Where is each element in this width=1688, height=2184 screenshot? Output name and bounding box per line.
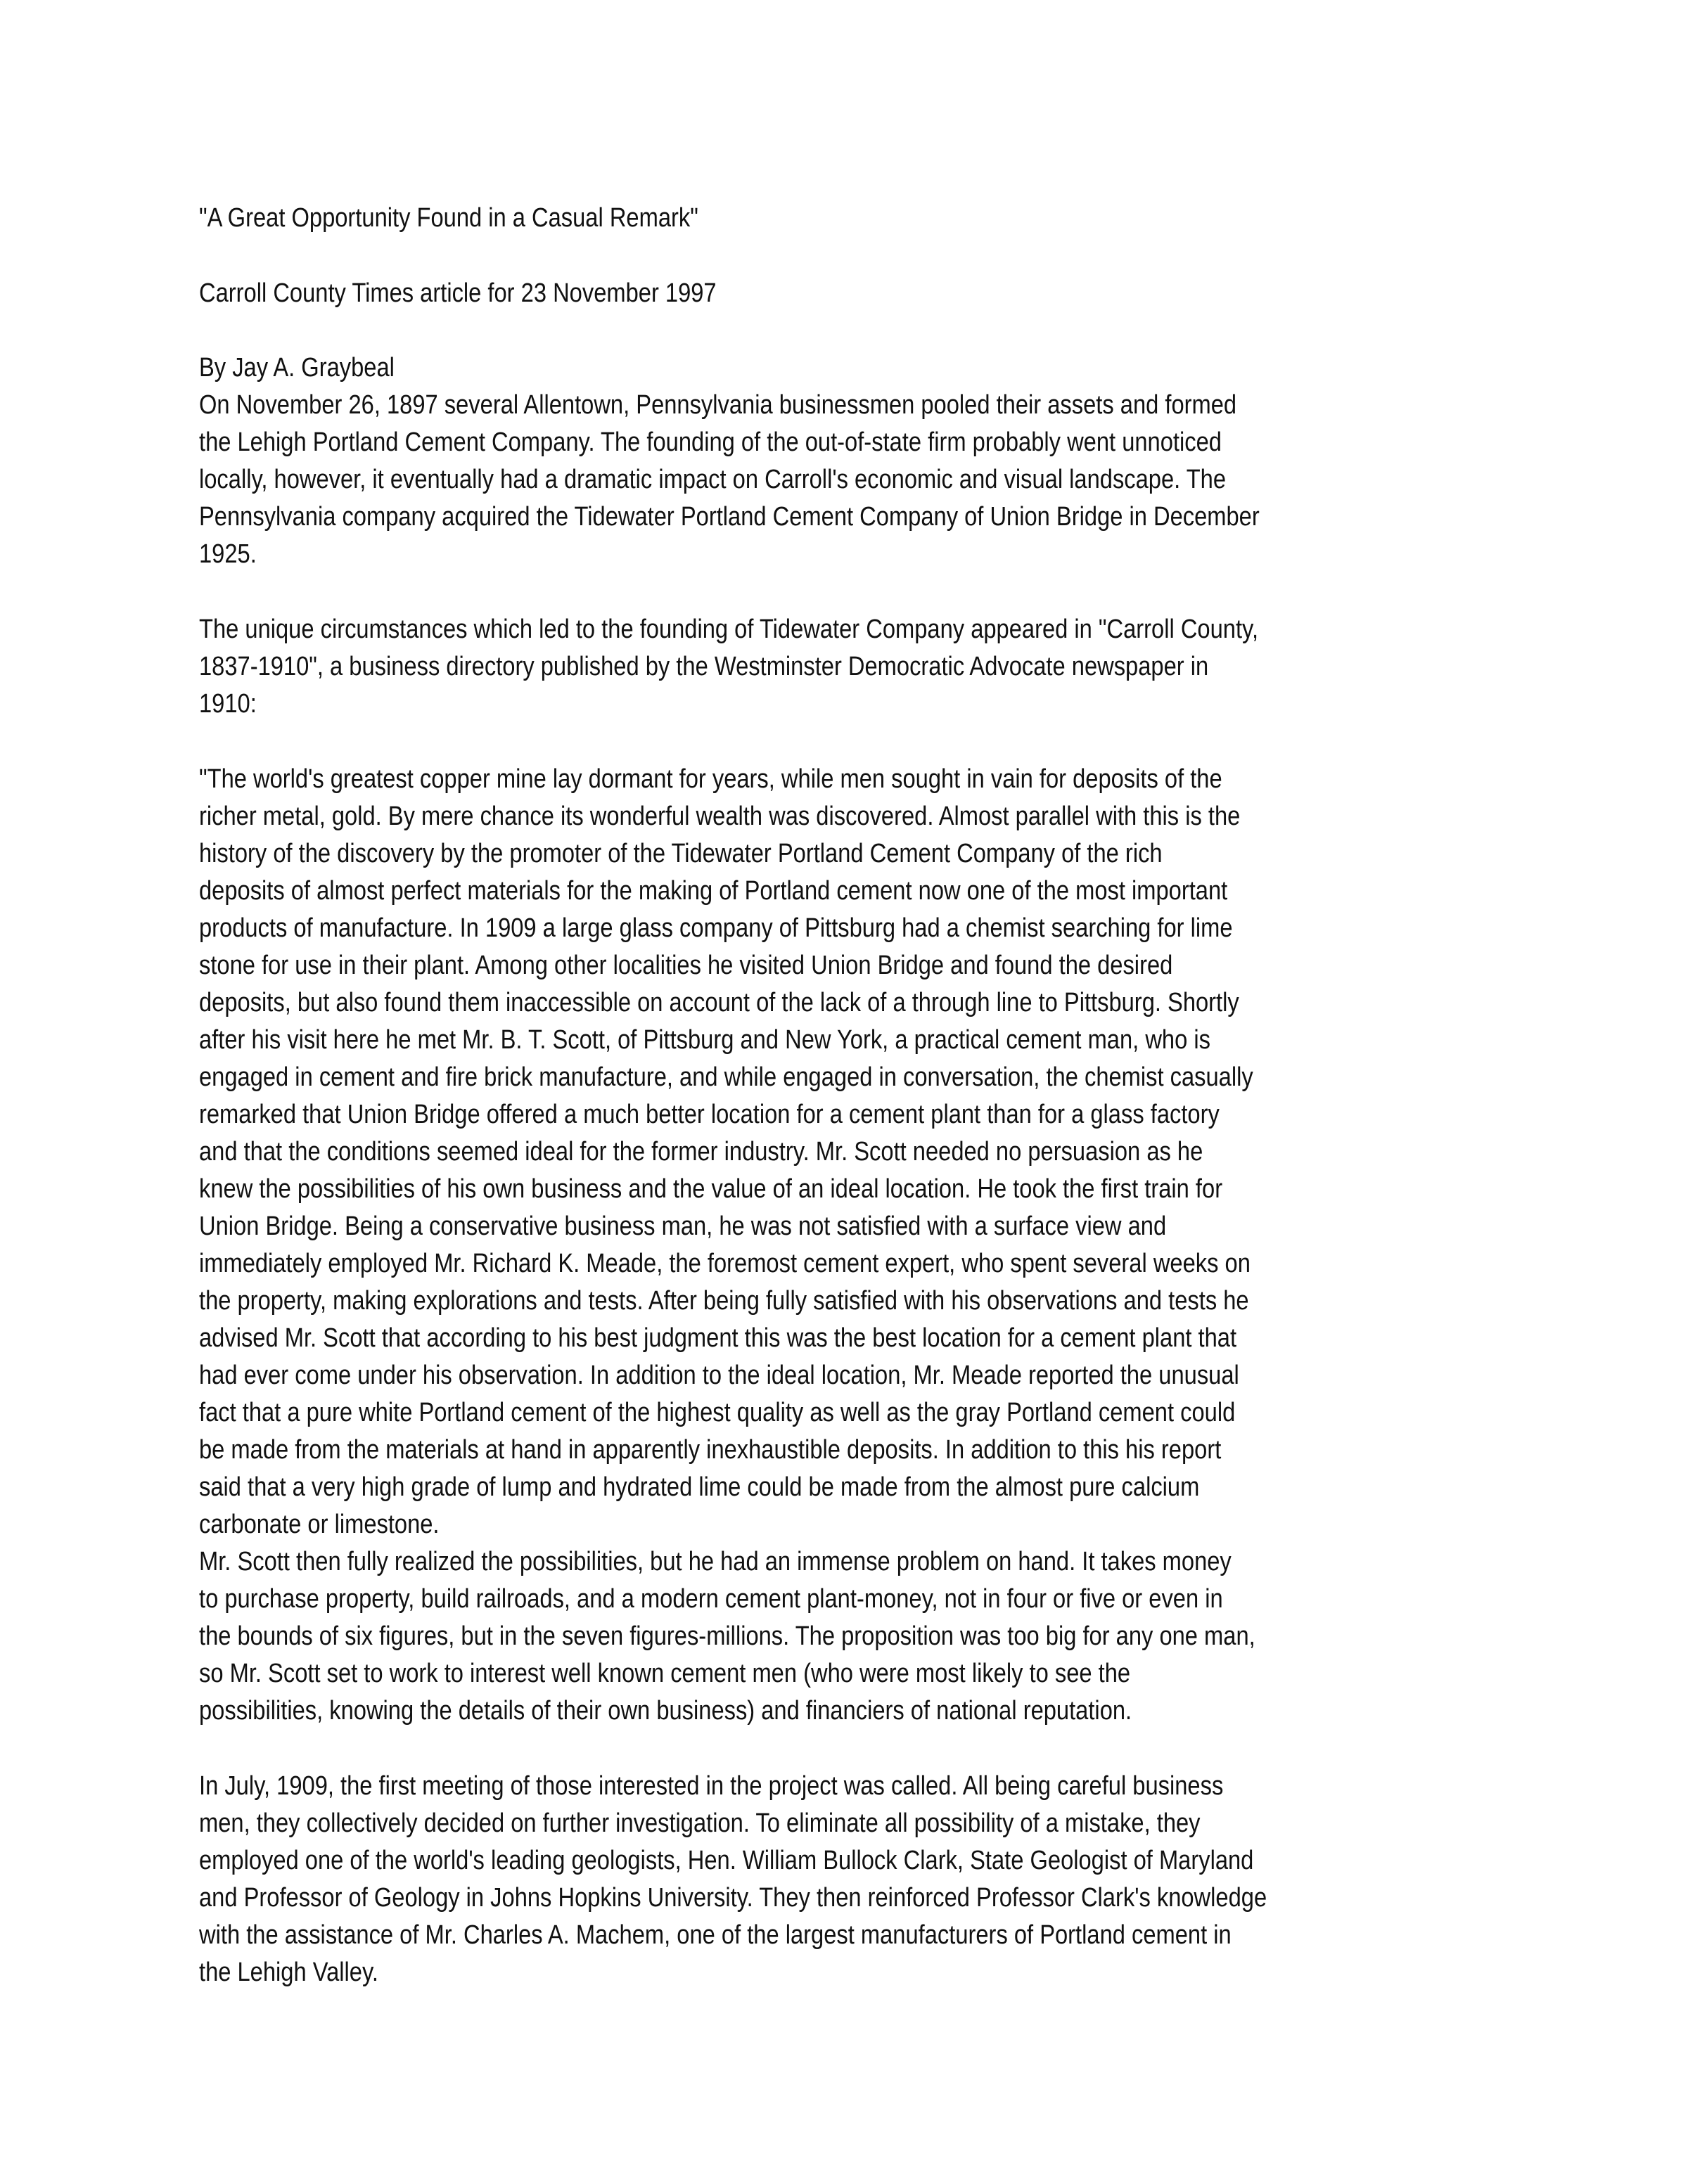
text-line: deposits, but also found them inaccessible on account of the lack of a through line to Pittsburg. Shortly xyxy=(199,988,1239,1017)
text-line: employed one of the world's leading geologists, Hen. William Bullock Clark, State Geologist of Maryland xyxy=(199,1846,1254,1875)
text-line: richer metal, gold. By mere chance its wonderful wealth was discovered. Almost parallel with this is the xyxy=(199,802,1241,831)
text-line: fact that a pure white Portland cement of the highest quality as well as the gray Portland cement could xyxy=(199,1398,1236,1427)
text-line: immediately employed Mr. Richard K. Meade, the foremost cement expert, who spent several weeks on xyxy=(199,1249,1251,1278)
article-byline: By Jay A. Graybeal xyxy=(199,353,395,383)
text-line: be made from the materials at hand in apparently inexhaustible deposits. In addition to this his report xyxy=(199,1435,1222,1465)
text-line: carbonate or limestone. xyxy=(199,1510,440,1539)
text-line: Pennsylvania company acquired the Tidewater Portland Cement Company of Union Bridge in December xyxy=(199,502,1260,532)
text-line: remarked that Union Bridge offered a much better location for a cement plant than for a glass factory xyxy=(199,1100,1220,1129)
text-line: to purchase property, build railroads, and a modern cement plant-money, not in four or five or even in xyxy=(199,1584,1223,1614)
text-line: after his visit here he met Mr. B. T. Scott, of Pittsburg and New York, a practical cement man, who is xyxy=(199,1025,1210,1055)
text-line: and that the conditions seemed ideal for the former industry. Mr. Scott needed no persuasion as he xyxy=(199,1137,1203,1167)
text-line: On November 26, 1897 several Allentown, Pennsylvania businessmen pooled their assets and formed xyxy=(199,390,1237,420)
text-line: so Mr. Scott set to work to interest well known cement men (who were most likely to see the xyxy=(199,1659,1131,1688)
text-line: the Lehigh Valley. xyxy=(199,1958,378,1987)
text-line: Union Bridge. Being a conservative business man, he was not satisfied with a surface view and xyxy=(199,1212,1167,1241)
text-line: men, they collectively decided on further investigation. To eliminate all possibility of a mistake, they xyxy=(199,1809,1201,1838)
text-line: "The world's greatest copper mine lay dormant for years, while men sought in vain for deposits of the xyxy=(199,764,1222,794)
text-line: the property, making explorations and tests. After being fully satisfied with his observations and tests he xyxy=(199,1286,1249,1316)
text-line: 1925. xyxy=(199,539,257,569)
text-line: the bounds of six figures, but in the seven figures-millions. The proposition was too big for any one man, xyxy=(199,1621,1255,1651)
text-line: In July, 1909, the first meeting of those interested in the project was called. All being careful business xyxy=(199,1771,1224,1801)
article-title: "A Great Opportunity Found in a Casual Remark" xyxy=(199,203,698,233)
article-subtitle: Carroll County Times article for 23 November 1997 xyxy=(199,278,717,308)
text-line: possibilities, knowing the details of their own business) and financiers of national reputation. xyxy=(199,1696,1132,1726)
text-line: stone for use in their plant. Among other localities he visited Union Bridge and found the desired xyxy=(199,951,1173,980)
text-line: engaged in cement and fire brick manufacture, and while engaged in conversation, the chemist casually xyxy=(199,1062,1253,1092)
text-line: said that a very high grade of lump and hydrated lime could be made from the almost pure calcium xyxy=(199,1472,1200,1502)
text-line: history of the discovery by the promoter of the Tidewater Portland Cement Company of the rich xyxy=(199,839,1163,868)
text-line: had ever come under his observation. In addition to the ideal location, Mr. Meade reported the unusual xyxy=(199,1361,1239,1390)
text-line: The unique circumstances which led to the founding of Tidewater Company appeared in "Carroll County, xyxy=(199,615,1259,644)
text-line: locally, however, it eventually had a dramatic impact on Carroll's economic and visual landscape. The xyxy=(199,465,1227,494)
text-line: deposits of almost perfect materials for the making of Portland cement now one of the most important xyxy=(199,876,1228,906)
text-line: and Professor of Geology in Johns Hopkins University. They then reinforced Professor Clark's knowledge xyxy=(199,1883,1267,1913)
text-line: 1910: xyxy=(199,689,257,719)
text-line: with the assistance of Mr. Charles A. Machem, one of the largest manufacturers of Portland cement in xyxy=(199,1920,1232,1950)
text-line: products of manufacture. In 1909 a large glass company of Pittsburg had a chemist searching for lime xyxy=(199,913,1233,943)
text-line: 1837-1910", a business directory published by the Westminster Democratic Advocate newspaper in xyxy=(199,652,1209,681)
text-line: knew the possibilities of his own business and the value of an ideal location. He took the first train for xyxy=(199,1174,1223,1204)
text-line: Mr. Scott then fully realized the possibilities, but he had an immense problem on hand. It takes money xyxy=(199,1547,1232,1576)
text-line: the Lehigh Portland Cement Company. The founding of the out-of-state firm probably went unnoticed xyxy=(199,428,1222,457)
text-line: advised Mr. Scott that according to his best judgment this was the best location for a cement plant that xyxy=(199,1323,1237,1353)
